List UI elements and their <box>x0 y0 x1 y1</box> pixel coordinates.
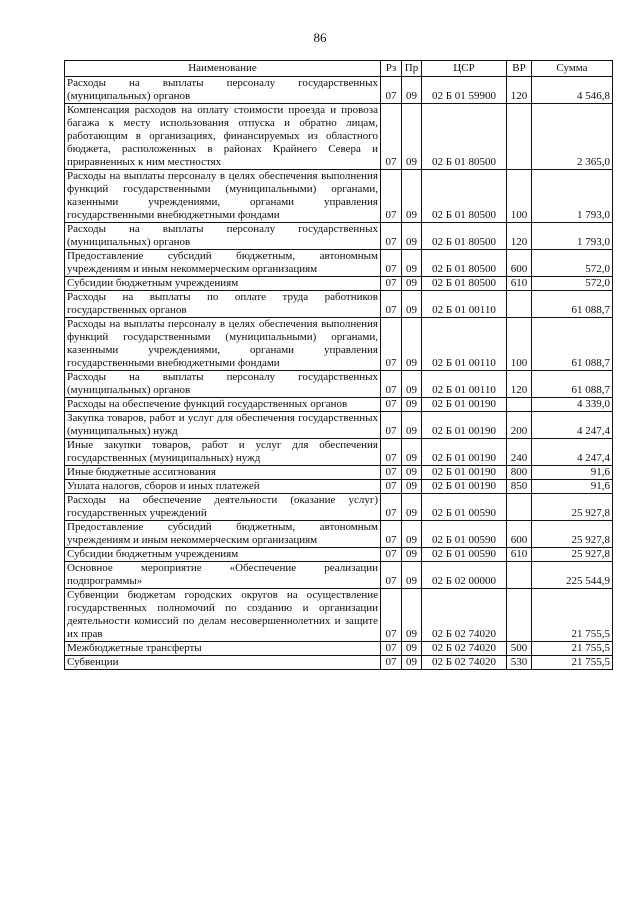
row-name: Расходы на выплаты персоналу в целях обеспечения выполнения функций государственными (муниципальными) органами, казенными учреждениями, органами управления государственными внебюджетными фондами <box>65 170 381 223</box>
row-csr: 02 Б 02 74020 <box>422 642 507 656</box>
row-rz: 07 <box>381 466 402 480</box>
row-csr: 02 Б 01 00110 <box>422 318 507 371</box>
row-pr: 09 <box>402 480 422 494</box>
table-row <box>65 642 613 656</box>
row-name: Расходы на обеспечение функций государственных органов <box>65 398 381 412</box>
row-name: Расходы на выплаты персоналу государственных (муниципальных) органов <box>65 223 381 250</box>
row-vr: 120 <box>507 371 532 398</box>
row-pr: 09 <box>402 291 422 318</box>
row-csr: 02 Б 01 80500 <box>422 250 507 277</box>
row-pr: 09 <box>402 104 422 170</box>
table-row <box>65 170 613 223</box>
row-vr <box>507 104 532 170</box>
row-sum: 1 793,0 <box>532 223 613 250</box>
row-name: Закупка товаров, работ и услуг для обеспечения государственных (муниципальных) нужд <box>65 412 381 439</box>
row-csr: 02 Б 01 80500 <box>422 104 507 170</box>
row-rz: 07 <box>381 398 402 412</box>
table-row <box>65 589 613 642</box>
row-rz: 07 <box>381 494 402 521</box>
row-name: Субсидии бюджетным учреждениям <box>65 277 381 291</box>
row-name: Иные закупки товаров, работ и услуг для обеспечения государственных (муниципальных) нужд <box>65 439 381 466</box>
row-vr: 100 <box>507 318 532 371</box>
row-name: Иные бюджетные ассигнования <box>65 466 381 480</box>
header-name: Наименование <box>65 61 381 77</box>
row-vr: 610 <box>507 277 532 291</box>
row-pr: 09 <box>402 466 422 480</box>
header-csr: ЦСР <box>422 61 507 77</box>
row-rz: 07 <box>381 589 402 642</box>
row-sum: 25 927,8 <box>532 521 613 548</box>
row-csr: 02 Б 01 80500 <box>422 277 507 291</box>
row-csr: 02 Б 01 00110 <box>422 291 507 318</box>
row-sum: 21 755,5 <box>532 589 613 642</box>
row-csr: 02 Б 01 00190 <box>422 439 507 466</box>
row-pr: 09 <box>402 371 422 398</box>
row-rz: 07 <box>381 318 402 371</box>
row-sum: 21 755,5 <box>532 642 613 656</box>
row-vr: 120 <box>507 223 532 250</box>
table-row <box>65 398 613 412</box>
row-vr <box>507 589 532 642</box>
table-row <box>65 480 613 494</box>
row-sum: 61 088,7 <box>532 318 613 371</box>
row-vr: 600 <box>507 250 532 277</box>
row-pr: 09 <box>402 656 422 670</box>
table-header-row <box>65 61 613 77</box>
row-pr: 09 <box>402 250 422 277</box>
row-sum: 61 088,7 <box>532 291 613 318</box>
row-csr: 02 Б 01 00190 <box>422 466 507 480</box>
table-row <box>65 562 613 589</box>
row-sum: 225 544,9 <box>532 562 613 589</box>
row-name: Предоставление субсидий бюджетным, автономным учреждениям и иным некоммерческим организациям <box>65 250 381 277</box>
row-rz: 07 <box>381 562 402 589</box>
row-vr <box>507 494 532 521</box>
row-vr: 120 <box>507 77 532 104</box>
row-vr: 100 <box>507 170 532 223</box>
row-sum: 91,6 <box>532 480 613 494</box>
row-vr <box>507 291 532 318</box>
table-row <box>65 656 613 670</box>
table-row <box>65 104 613 170</box>
row-rz: 07 <box>381 521 402 548</box>
row-vr <box>507 398 532 412</box>
row-name: Расходы на выплаты персоналу в целях обеспечения выполнения функций государственными (муниципальными) органами, казенными учреждениями, органами управления государственными внебюджетными фондами <box>65 318 381 371</box>
row-pr: 09 <box>402 277 422 291</box>
row-sum: 4 247,4 <box>532 439 613 466</box>
row-rz: 07 <box>381 548 402 562</box>
row-sum: 4 339,0 <box>532 398 613 412</box>
row-vr: 530 <box>507 656 532 670</box>
table-row <box>65 466 613 480</box>
row-csr: 02 Б 01 80500 <box>422 170 507 223</box>
header-sum: Сумма <box>532 61 613 77</box>
row-rz: 07 <box>381 439 402 466</box>
row-pr: 09 <box>402 223 422 250</box>
row-pr: 09 <box>402 318 422 371</box>
row-sum: 572,0 <box>532 277 613 291</box>
row-rz: 07 <box>381 170 402 223</box>
row-name: Основное мероприятие «Обеспечение реализации подпрограммы» <box>65 562 381 589</box>
table-row <box>65 250 613 277</box>
table-row <box>65 277 613 291</box>
row-csr: 02 Б 01 00190 <box>422 480 507 494</box>
table-row <box>65 439 613 466</box>
row-csr: 02 Б 02 00000 <box>422 562 507 589</box>
row-rz: 07 <box>381 656 402 670</box>
table-row <box>65 77 613 104</box>
row-vr: 240 <box>507 439 532 466</box>
row-name: Предоставление субсидий бюджетным, автономным учреждениям и иным некоммерческим организациям <box>65 521 381 548</box>
table-row <box>65 494 613 521</box>
row-sum: 25 927,8 <box>532 548 613 562</box>
row-name: Расходы на выплаты по оплате труда работников государственных органов <box>65 291 381 318</box>
row-name: Расходы на выплаты персоналу государственных (муниципальных) органов <box>65 77 381 104</box>
row-name: Субсидии бюджетным учреждениям <box>65 548 381 562</box>
row-rz: 07 <box>381 480 402 494</box>
row-sum: 2 365,0 <box>532 104 613 170</box>
row-name: Компенсация расходов на оплату стоимости проезда и провоза багажа к месту использования отпуска и обратно лицам, работающим в организациях, финансируемых из областного бюджета, расположенных в районах Крайнего Севера и приравненных к ним местностях <box>65 104 381 170</box>
row-sum: 21 755,5 <box>532 656 613 670</box>
row-vr: 800 <box>507 466 532 480</box>
header-vr: ВР <box>507 61 532 77</box>
row-rz: 07 <box>381 277 402 291</box>
row-csr: 02 Б 02 74020 <box>422 656 507 670</box>
row-csr: 02 Б 01 00190 <box>422 412 507 439</box>
row-pr: 09 <box>402 170 422 223</box>
row-sum: 1 793,0 <box>532 170 613 223</box>
table-row <box>65 412 613 439</box>
row-name: Субвенции бюджетам городских округов на осуществление государственных полномочий по созданию и организации деятельности комиссий по делам несовершеннолетних и защите их прав <box>65 589 381 642</box>
budget-table <box>64 60 613 670</box>
row-vr: 200 <box>507 412 532 439</box>
row-pr: 09 <box>402 398 422 412</box>
row-sum: 4 546,8 <box>532 77 613 104</box>
table-row <box>65 223 613 250</box>
row-sum: 25 927,8 <box>532 494 613 521</box>
page-number: 86 <box>313 30 327 45</box>
row-csr: 02 Б 02 74020 <box>422 589 507 642</box>
row-name: Расходы на выплаты персоналу государственных (муниципальных) органов <box>65 371 381 398</box>
row-sum: 91,6 <box>532 466 613 480</box>
row-sum: 572,0 <box>532 250 613 277</box>
row-name: Уплата налогов, сборов и иных платежей <box>65 480 381 494</box>
row-csr: 02 Б 01 00590 <box>422 494 507 521</box>
table-row <box>65 318 613 371</box>
row-rz: 07 <box>381 77 402 104</box>
row-pr: 09 <box>402 521 422 548</box>
row-csr: 02 Б 01 80500 <box>422 223 507 250</box>
row-rz: 07 <box>381 223 402 250</box>
row-vr: 600 <box>507 521 532 548</box>
row-vr: 850 <box>507 480 532 494</box>
row-vr <box>507 562 532 589</box>
row-csr: 02 Б 01 00590 <box>422 548 507 562</box>
row-rz: 07 <box>381 250 402 277</box>
row-name: Межбюджетные трансферты <box>65 642 381 656</box>
header-rz: Рз <box>381 61 402 77</box>
row-pr: 09 <box>402 494 422 521</box>
table-row <box>65 521 613 548</box>
row-csr: 02 Б 01 00590 <box>422 521 507 548</box>
row-pr: 09 <box>402 412 422 439</box>
row-csr: 02 Б 01 00110 <box>422 371 507 398</box>
row-rz: 07 <box>381 104 402 170</box>
row-name: Субвенции <box>65 656 381 670</box>
row-pr: 09 <box>402 548 422 562</box>
row-pr: 09 <box>402 77 422 104</box>
header-pr: Пр <box>402 61 422 77</box>
row-pr: 09 <box>402 589 422 642</box>
row-pr: 09 <box>402 439 422 466</box>
row-vr: 500 <box>507 642 532 656</box>
table-body <box>65 77 613 670</box>
row-csr: 02 Б 01 59900 <box>422 77 507 104</box>
row-pr: 09 <box>402 642 422 656</box>
row-rz: 07 <box>381 291 402 318</box>
row-sum: 4 247,4 <box>532 412 613 439</box>
table-row <box>65 371 613 398</box>
row-vr: 610 <box>507 548 532 562</box>
row-rz: 07 <box>381 642 402 656</box>
row-rz: 07 <box>381 412 402 439</box>
row-sum: 61 088,7 <box>532 371 613 398</box>
row-rz: 07 <box>381 371 402 398</box>
row-csr: 02 Б 01 00190 <box>422 398 507 412</box>
table-row <box>65 548 613 562</box>
table-row <box>65 291 613 318</box>
row-pr: 09 <box>402 562 422 589</box>
row-name: Расходы на обеспечение деятельности (оказание услуг) государственных учреждений <box>65 494 381 521</box>
